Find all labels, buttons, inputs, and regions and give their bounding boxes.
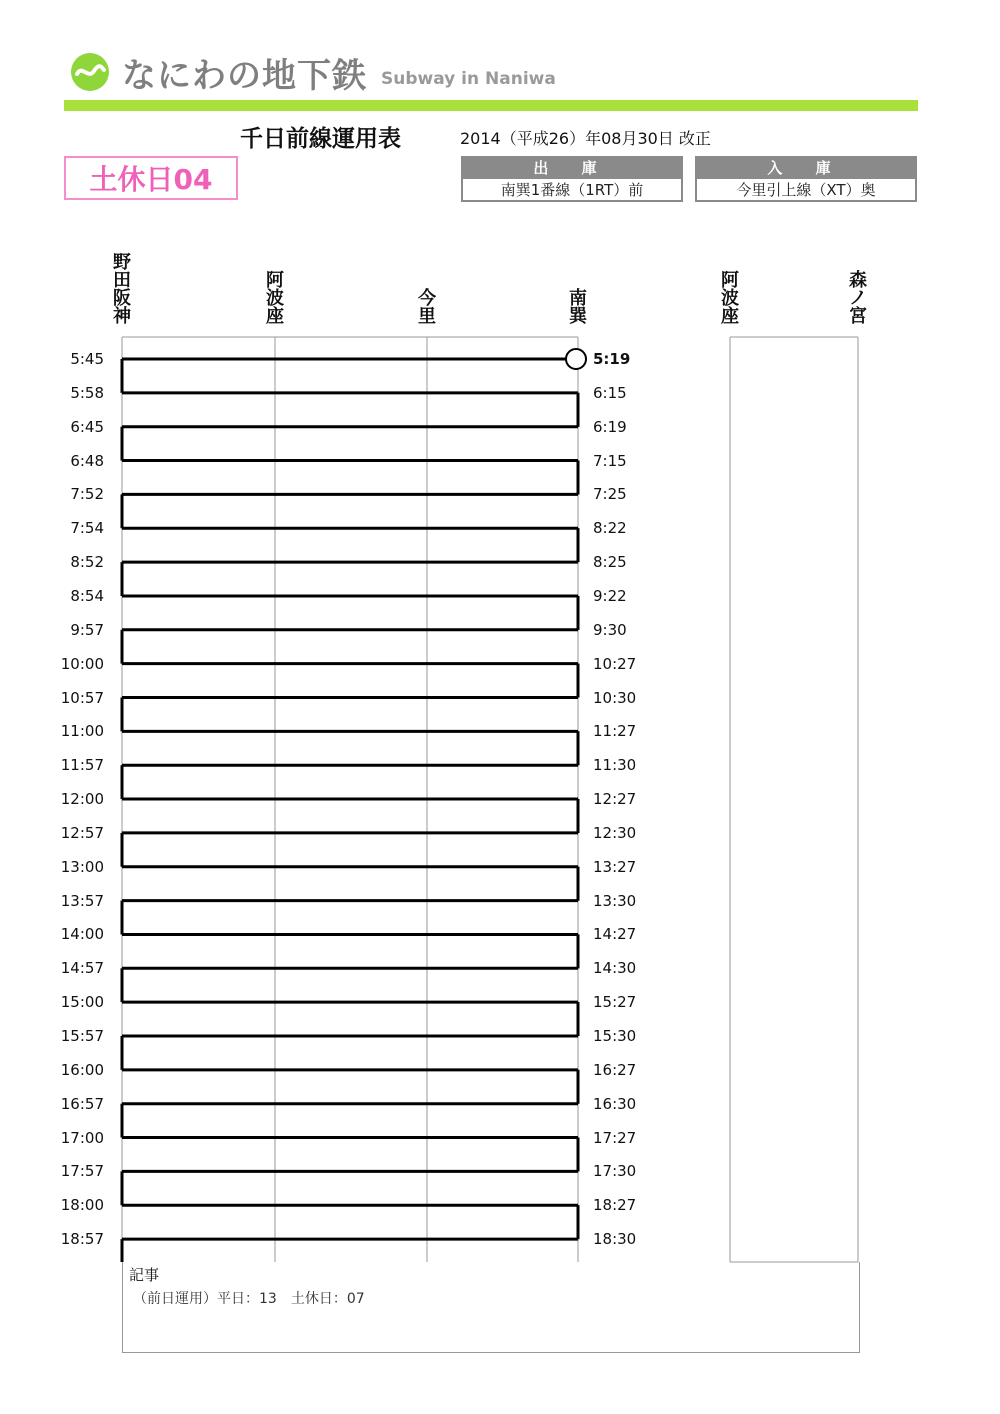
left-time-label: 15:00 — [60, 993, 104, 1012]
left-time-label: 15:57 — [60, 1027, 104, 1045]
notes-text: （前日運用）平日：13 土休日：07 — [133, 1291, 365, 1307]
right-time-label: 12:30 — [593, 823, 637, 842]
right-time-label: 15:30 — [593, 1027, 637, 1045]
left-time-label: 12:00 — [60, 790, 104, 809]
right-time-label: 9:30 — [593, 620, 627, 639]
left-time-label: 11:57 — [60, 756, 104, 775]
right-time-label: 16:30 — [593, 1094, 637, 1113]
left-time-label: 14:57 — [60, 959, 104, 978]
depart-value: 南巽1番線（1RT）前 — [500, 181, 644, 199]
right-time-label: 14:30 — [593, 959, 637, 978]
left-time-label: 17:00 — [60, 1128, 104, 1147]
right-time-label: 6:19 — [593, 417, 627, 436]
left-time-label: 16:57 — [60, 1094, 104, 1113]
right-time-label: 7:25 — [593, 485, 627, 504]
left-time-label: 14:00 — [60, 925, 104, 944]
logo-name: なにわの地下鉄 — [122, 55, 367, 96]
left-time-label: 18:57 — [60, 1230, 104, 1249]
start-marker — [566, 349, 586, 369]
arrive-value: 今里引上線（XT）奥 — [736, 181, 876, 199]
right-time-label: 18:30 — [593, 1230, 637, 1249]
right-time-label: 7:15 — [593, 451, 627, 470]
page-title: 千日前線運用表 — [240, 126, 401, 152]
station-header: 今里 — [418, 288, 436, 327]
left-time-label: 10:00 — [60, 654, 104, 673]
right-time-label: 17:30 — [593, 1162, 637, 1181]
arrive-label: 入 庫 — [697, 158, 915, 179]
right-time-label: 13:30 — [593, 891, 637, 910]
right-time-label: 8:22 — [593, 519, 627, 538]
station-header: 阿波座 — [266, 270, 284, 327]
station-header: 森ノ宮 — [849, 270, 867, 327]
right-time-label: 6:15 — [593, 383, 627, 402]
left-time-label: 10:57 — [60, 688, 104, 707]
left-time-label: 13:00 — [60, 857, 104, 876]
notes-title: 記事 — [129, 1266, 160, 1284]
right-time-label: 18:27 — [593, 1196, 637, 1215]
right-time-label: 9:22 — [593, 586, 627, 605]
left-time-label: 12:57 — [60, 823, 104, 842]
right-time-label: 10:30 — [593, 688, 637, 707]
right-time-label: 11:27 — [593, 722, 637, 741]
right-time-label: 11:30 — [593, 756, 637, 775]
left-time-label: 9:57 — [70, 620, 104, 639]
right-time-label: 16:27 — [593, 1060, 637, 1079]
operation-code: 土休日04 — [64, 156, 238, 200]
left-time-label: 5:58 — [70, 383, 104, 402]
revision-date: 2014（平成26）年08月30日 改正 — [460, 129, 711, 148]
left-time-label: 11:00 — [60, 722, 104, 741]
right-time-label: 8:25 — [593, 553, 627, 572]
left-time-label: 8:52 — [70, 553, 104, 572]
right-time-label: 10:27 — [593, 654, 637, 673]
left-time-label: 7:52 — [70, 485, 104, 504]
left-time-label: 6:45 — [70, 417, 104, 436]
left-time-label: 13:57 — [60, 891, 104, 910]
right-time-label: 5:19 — [593, 350, 631, 368]
left-time-label: 6:48 — [70, 451, 104, 470]
station-header: 南巽 — [569, 288, 587, 327]
station-header: 野田阪神 — [113, 252, 131, 327]
notes-box — [122, 1262, 860, 1353]
left-time-label: 18:00 — [60, 1196, 104, 1215]
left-time-label: 17:57 — [60, 1162, 104, 1181]
right-time-label: 14:27 — [593, 925, 637, 944]
right-time-label: 17:27 — [593, 1128, 637, 1147]
depart-label: 出 庫 — [463, 158, 681, 179]
right-time-label: 15:27 — [593, 993, 637, 1012]
logo-subtitle: Subway in Naniwa — [381, 69, 556, 89]
station-header: 阿波座 — [721, 270, 739, 327]
left-time-label: 8:54 — [70, 586, 104, 605]
left-time-label: 5:45 — [70, 350, 104, 368]
left-time-label: 16:00 — [60, 1060, 104, 1079]
left-time-label: 7:54 — [70, 519, 104, 538]
right-time-label: 13:27 — [593, 857, 637, 876]
right-time-label: 12:27 — [593, 790, 637, 809]
